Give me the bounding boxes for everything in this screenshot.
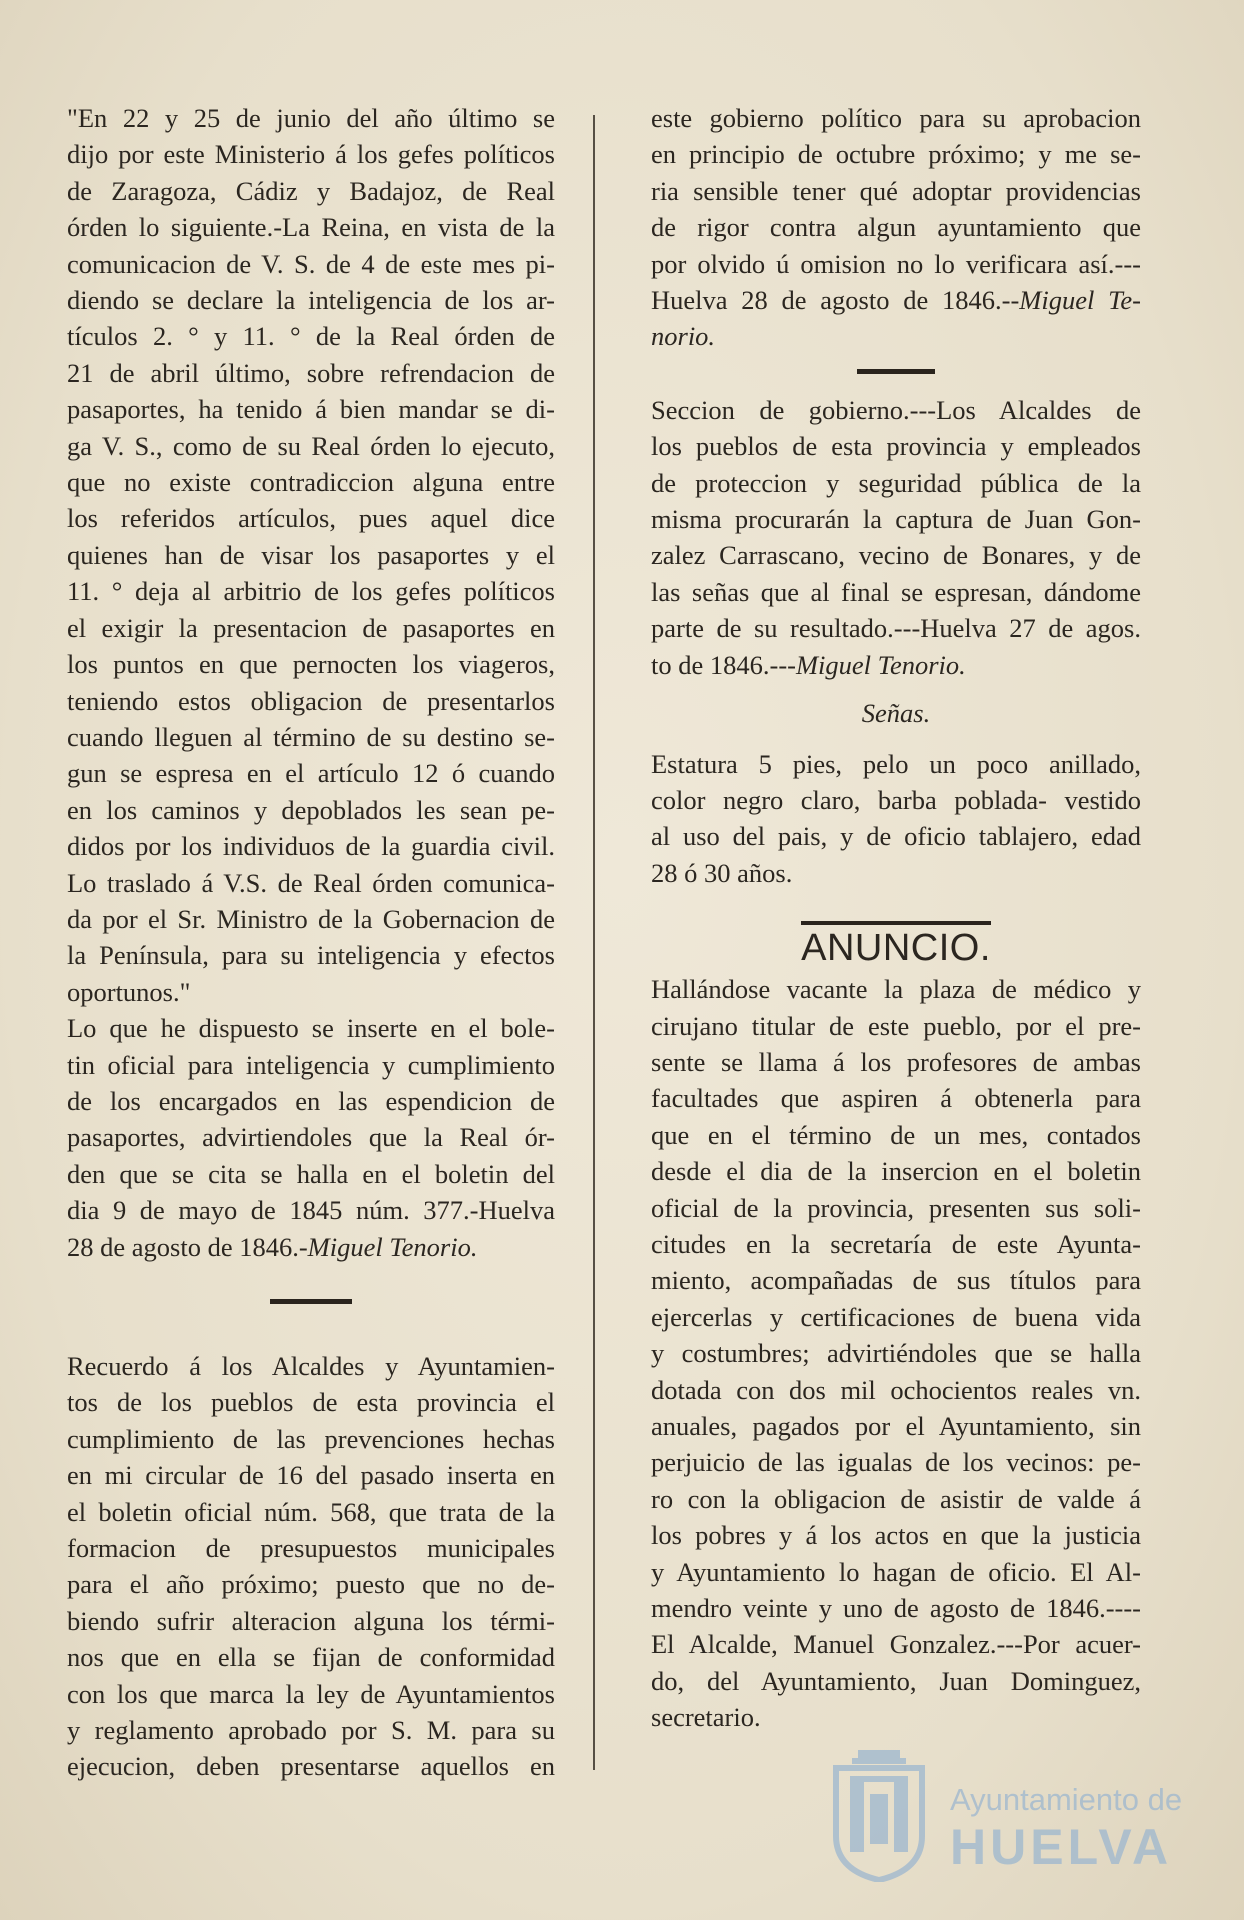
text-line: ria sensible tener qué adoptar providencias — [651, 175, 1141, 206]
signature: Miguel Tenorio. — [795, 649, 966, 680]
text-line: ejecucion, deben presentarse aquellos en — [67, 1751, 555, 1782]
text-line: y Ayuntamiento lo hagan de oficio. El Al- — [651, 1556, 1141, 1587]
text-line: misma procurarán la captura de Juan Gon- — [651, 504, 1141, 535]
paragraph-seccion-gobierno — [651, 392, 1141, 610]
anuncio-heading: ANUNCIO. — [801, 927, 991, 970]
text-line: los puntos en que pernocten los viageros, — [67, 649, 555, 680]
signature: norio. — [651, 321, 716, 352]
text-line: didos por los individuos de la guardia civil. — [67, 831, 555, 862]
signature-continuation — [651, 318, 1141, 354]
senas-heading: Señas. — [861, 698, 931, 729]
text-line: de Zaragoza, Cádiz y Badajoz, de Real — [67, 175, 555, 206]
signature: Miguel Te- — [1019, 285, 1141, 316]
paragraph-presupuestos — [67, 1348, 555, 1748]
text-line: Hallándose vacante la plaza de médico y — [651, 974, 1141, 1005]
text-line: Estatura 5 pies, pelo un poco anillado, — [651, 748, 1141, 779]
text-line: da por el Sr. Ministro de la Gobernacion de — [67, 903, 555, 934]
text-line: los pueblos de esta provincia y empleados — [651, 431, 1141, 462]
text-line: zalez Carrascano, vecino de Bonares, y de — [651, 540, 1141, 571]
dateline — [651, 647, 1141, 683]
date-text: to de 1846.--- — [651, 649, 796, 680]
text-line: en mi circular de 16 del pasado inserta en — [67, 1460, 555, 1491]
text-line: en los caminos y depoblados les sean pe- — [67, 794, 555, 825]
text-line: los pobres y á los actos en que la justicia — [651, 1520, 1141, 1551]
text-line: El Alcalde, Manuel Gonzalez.---Por acuer- — [651, 1629, 1141, 1660]
text-line: perjuicio de las igualas de los vecinos: pe- — [651, 1447, 1141, 1478]
ayuntamiento-watermark — [830, 1748, 1183, 1888]
text-line: tículos 2. ° y 11. ° de la Real órden de — [67, 321, 555, 352]
text-line: den que se cita se halla en el boletin del — [67, 1158, 555, 1189]
text-line: anuales, pagados por el Ayuntamiento, sin — [651, 1411, 1141, 1441]
text-line: secretario. — [651, 1702, 761, 1733]
text-line: nos que en ella se fijan de conformidad — [67, 1642, 555, 1673]
text-line: facultades que aspiren á obtenerla para — [651, 1083, 1141, 1114]
text-line: el boletin oficial núm. 568, que trata de la — [67, 1496, 555, 1527]
column-divider — [593, 115, 595, 1770]
text-line: pasaportes, ha tenido á bien mandar se di- — [67, 394, 555, 425]
text-line: "En 22 y 25 de junio del año último se — [67, 103, 555, 133]
text-line: con los que marca la ley de Ayuntamientos — [67, 1678, 555, 1709]
watermark-line-1: Ayuntamiento de — [950, 1782, 1183, 1817]
dateline — [67, 1229, 555, 1265]
text-line: gun se espresa en el artículo 12 ó cuando — [67, 758, 555, 789]
date-text: 28 de agosto de 1846.- — [67, 1231, 308, 1262]
text-line: este gobierno político para su aprobacion — [651, 103, 1141, 133]
text-line: dotada con dos mil ochocientos reales vn. — [651, 1374, 1141, 1405]
text-line: al uso del pais, y de oficio tablajero, edad — [651, 821, 1141, 852]
paragraph-senas — [651, 746, 1141, 819]
text-line: de proteccion y seguridad pública de la — [651, 467, 1141, 498]
text-line: de los encargados en las espendicion de — [67, 1085, 555, 1116]
right-column — [651, 100, 1141, 1736]
text-line: sente se llama á los profesores de ambas — [651, 1046, 1141, 1077]
text-line: oportunos." — [67, 976, 191, 1007]
text-line: Lo traslado á V.S. de Real órden comunica- — [67, 867, 555, 898]
text-line: desde el dia de la insercion en el boletin — [651, 1156, 1141, 1187]
text-line: formacion de presupuestos municipales — [67, 1533, 555, 1564]
signature: Miguel Tenorio. — [307, 1231, 478, 1262]
paragraph-boletin-insercion — [67, 1010, 555, 1228]
dateline — [651, 282, 1141, 318]
text-line: que no existe contradiccion alguna entre — [67, 467, 555, 498]
text-line: y costumbres; advirtiéndoles que se halla — [651, 1338, 1141, 1369]
text-line: quienes han de visar los pasaportes y el — [67, 539, 555, 570]
text-line: teniendo estos obligacion de presentarlos — [67, 685, 555, 716]
text-line: pasaportes, advirtiendoles que la Real ór- — [67, 1122, 555, 1153]
text-line: 28 ó 30 años. — [651, 857, 793, 888]
text-line: dijo por este Ministerio á los gefes políticos — [67, 139, 555, 170]
text-line: 21 de abril último, sobre refrendacion de — [67, 357, 555, 388]
text-line: y reglamento aprobado por S. M. para su — [67, 1715, 555, 1746]
text-line: Lo que he dispuesto se inserte en el bole- — [67, 1013, 555, 1044]
text-line: citudes en la secretaría de este Ayunta- — [651, 1228, 1141, 1259]
text-line: cuando lleguen al término de su destino se- — [67, 721, 555, 752]
text-line: mendro veinte y uno de agosto de 1846.---- — [651, 1593, 1141, 1624]
paragraph-continuation — [651, 100, 1141, 282]
text-line: de rigor contra algun ayuntamiento que — [651, 212, 1141, 243]
text-line: oficial de la provincia, presenten sus soli- — [651, 1192, 1141, 1223]
text-line: biendo sufrir alteracion alguna los térmi- — [67, 1605, 555, 1636]
text-line: tos de los pueblos de esta provincia el — [67, 1387, 555, 1418]
text-line: que en el término de un mes, contados — [651, 1119, 1141, 1150]
text-line: comunicacion de V. S. de 4 de este mes pi- — [67, 248, 555, 279]
text-line: los referidos artículos, pues aquel dice — [67, 503, 555, 534]
text-line: do, del Ayuntamiento, Juan Dominguez, — [651, 1665, 1141, 1696]
paragraph-anuncio — [651, 971, 1141, 1663]
text-line: miento, acompañadas de sus títulos para — [651, 1265, 1141, 1296]
text-line: ga V. S., como de su Real órden lo ejecuto, — [67, 430, 555, 461]
text-line: dia 9 de mayo de 1845 núm. 377.-Huelva — [67, 1195, 555, 1226]
text-line: en principio de octubre próximo; y me se- — [651, 139, 1141, 170]
text-line: el exigir la presentacion de pasaportes en — [67, 612, 555, 643]
text-line: diendo se declare la inteligencia de los ar- — [67, 285, 555, 316]
text-line: Recuerdo á los Alcaldes y Ayuntamien- — [67, 1351, 555, 1381]
text-line: para el año próximo; puesto que no de- — [67, 1569, 555, 1600]
text-line: ejercerlas y certificaciones de buena vida — [651, 1301, 1141, 1332]
text-line: tin oficial para inteligencia y cumplimiento — [67, 1049, 555, 1080]
text-line: cumplimiento de las prevenciones hechas — [67, 1423, 555, 1454]
text-line: ro con la obligacion de asistir de valde á — [651, 1483, 1141, 1514]
text-line: Seccion de gobierno.---Los Alcaldes de — [651, 394, 1141, 425]
text-line: parte de su resultado.---Huelva 27 de agos. — [651, 613, 1141, 644]
paragraph-real-orden — [67, 100, 555, 974]
text-line: por olvido ú omision no lo verificara así.--- — [651, 248, 1141, 279]
text-line: órden lo siguiente.-La Reina, en vista de la — [67, 212, 555, 243]
left-column — [67, 100, 555, 1785]
date-text: Huelva 28 de agosto de 1846.-- — [651, 285, 1020, 316]
text-line: la Península, para su inteligencia y efectos — [67, 940, 555, 971]
watermark-line-2: HUELVA — [950, 1819, 1173, 1875]
coat-of-arms-icon — [830, 1748, 928, 1882]
text-line: las señas que al final se espresan, dándome — [651, 576, 1141, 607]
text-line: 11. ° deja al arbitrio de los gefes políticos — [67, 576, 555, 607]
text-line: cirujano titular de este pueblo, por el pre- — [651, 1010, 1141, 1041]
text-line: color negro claro, barba poblada- vestido — [651, 784, 1141, 815]
